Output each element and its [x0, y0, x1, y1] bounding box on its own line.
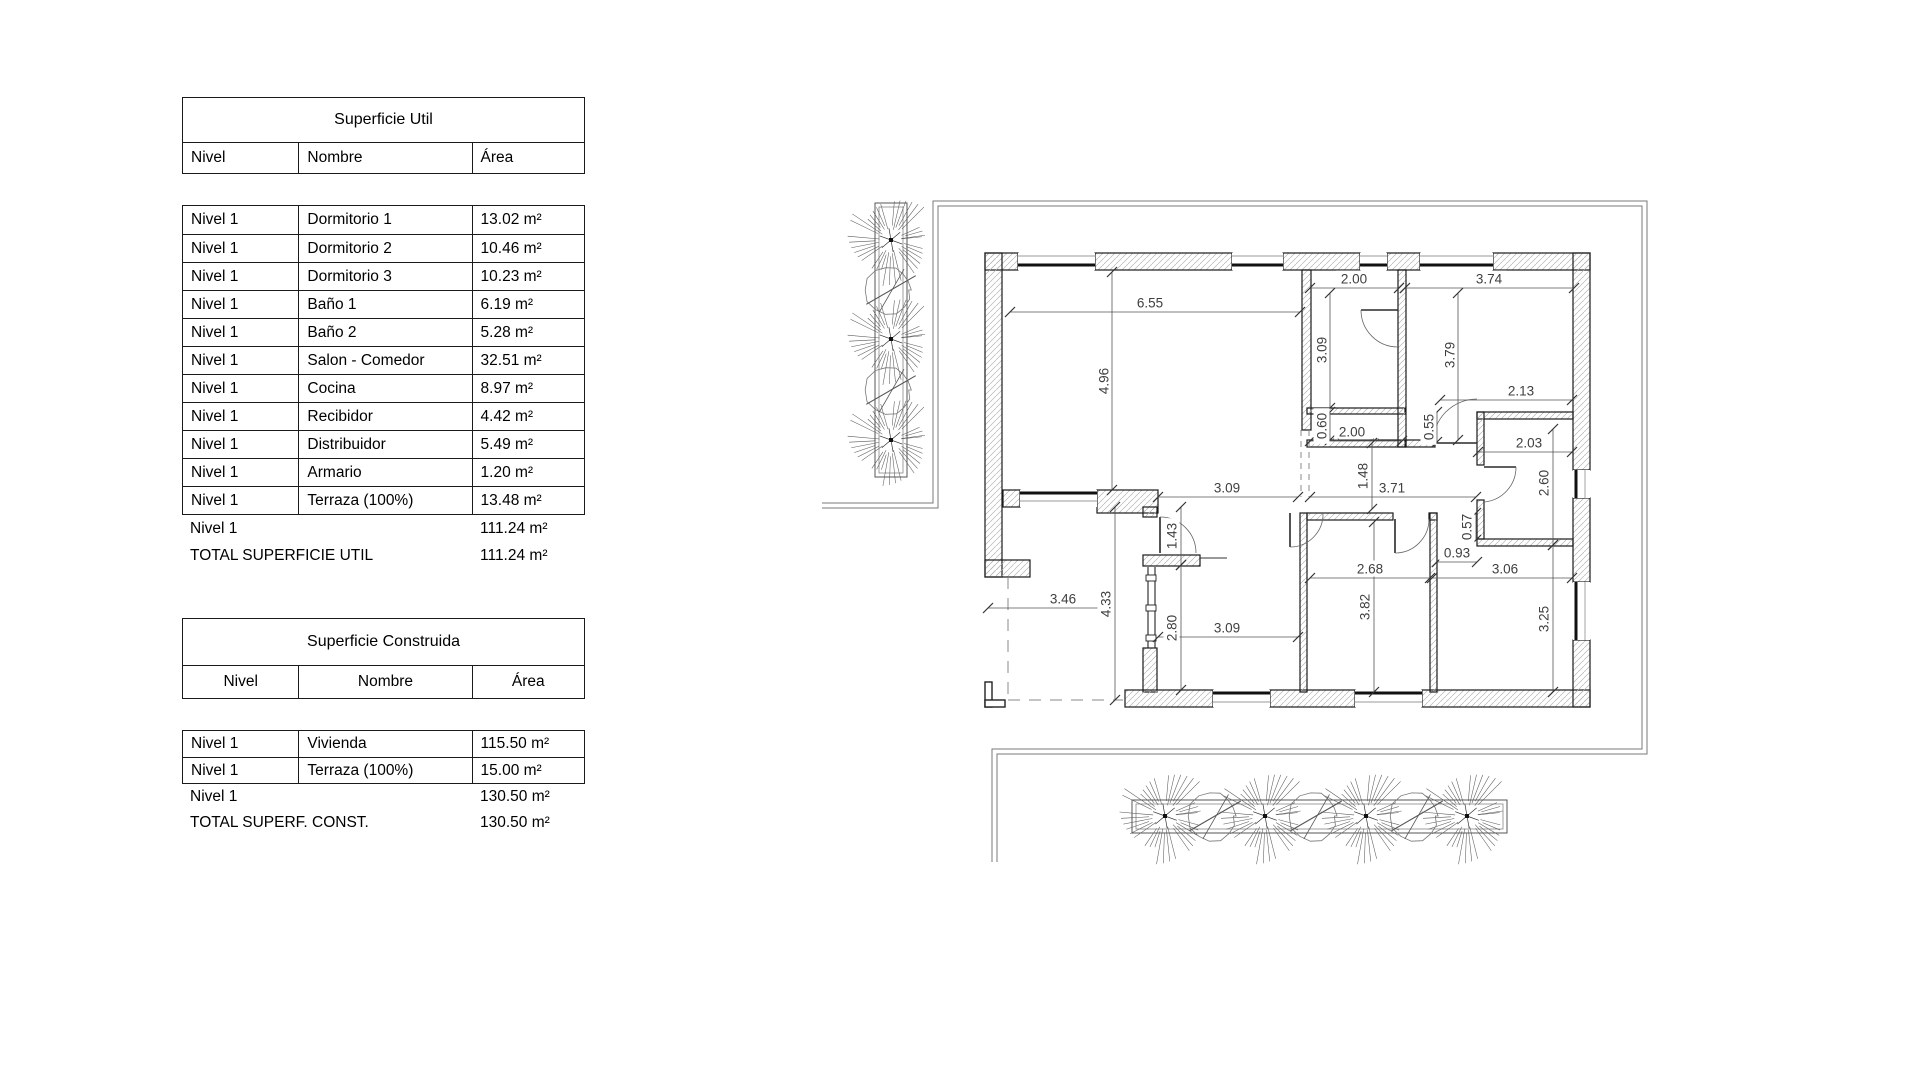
footer-label: Nivel 1	[190, 788, 238, 805]
bush-icon	[1405, 794, 1431, 839]
footer-label: TOTAL SUPERFICIE UTIL	[190, 546, 374, 564]
dimension-label	[1132, 295, 1168, 311]
wall	[1302, 270, 1311, 430]
table-cell: Nivel 1	[191, 267, 239, 285]
table-cell: 5.49 m²	[472, 431, 584, 458]
wall	[1573, 498, 1590, 582]
column-header: Nombre	[298, 143, 471, 173]
dimension-text: 3.74	[1475, 271, 1503, 287]
tree-icon	[903, 450, 920, 464]
dimension-text: 3.09	[1213, 480, 1241, 496]
tree-icon	[1423, 817, 1451, 818]
tree-icon	[892, 401, 894, 425]
dimension-label	[1164, 518, 1180, 554]
tree-icon	[1475, 825, 1495, 846]
table-title: Superficie Util	[183, 98, 584, 143]
dimension-text: 3.46	[1049, 591, 1077, 607]
table-cell: 4.42 m²	[472, 403, 584, 430]
tree-icon	[902, 207, 924, 229]
tree-icon	[1276, 781, 1299, 804]
tree-icon	[1270, 775, 1281, 803]
tree-center	[1364, 814, 1368, 818]
table-cell: Nivel 1	[191, 379, 239, 397]
tree-icon	[1163, 833, 1164, 863]
table-cell: Nivel 1	[191, 761, 239, 779]
bush-icon	[1189, 801, 1240, 831]
wall	[1573, 253, 1590, 470]
tree-icon	[902, 407, 924, 429]
dimension-label	[1355, 458, 1371, 494]
tree-icon	[906, 246, 922, 253]
tree-icon	[1374, 778, 1395, 805]
tree-icon	[1465, 833, 1466, 863]
dimension-label	[1487, 561, 1523, 577]
bush-icon	[866, 376, 915, 405]
tree-icon	[889, 355, 890, 384]
table-cell: 8.97 m²	[472, 375, 584, 402]
tree-icon	[906, 345, 922, 352]
tree-icon	[1459, 829, 1465, 864]
footer-label: TOTAL SUPERF. CONST.	[190, 814, 369, 831]
tree-icon	[881, 455, 886, 470]
dimension-text: 2.68	[1356, 561, 1384, 577]
tree-icon	[1371, 775, 1382, 803]
tree-icon	[1468, 830, 1471, 862]
table-cell: 115.50 m²	[472, 731, 584, 757]
footer-label: Nivel 1	[190, 519, 238, 537]
tree-icon	[898, 303, 918, 329]
table-cell: Armario	[298, 459, 471, 486]
tree-icon	[1279, 807, 1298, 812]
plan-root	[822, 201, 1647, 865]
footer-value: 130.50 m²	[480, 814, 550, 831]
table-cell: Nivel 1	[191, 239, 239, 257]
wall	[1143, 555, 1200, 566]
tree-icon	[1480, 820, 1500, 825]
dimension-label	[1314, 408, 1330, 444]
dimension-label	[1503, 383, 1539, 399]
tree-icon	[1176, 781, 1199, 804]
bath2-door-swing	[1484, 467, 1516, 502]
table-cell: Nivel 1	[191, 351, 239, 369]
wall	[1430, 513, 1437, 692]
table-cell: Dormitorio 2	[298, 235, 471, 262]
wall	[1300, 513, 1307, 692]
tree-icon	[1364, 833, 1365, 863]
tree-icon	[1374, 825, 1394, 846]
dimension-label	[1536, 465, 1552, 501]
wall	[1125, 690, 1213, 707]
wall	[1307, 513, 1393, 520]
tree-icon	[1173, 778, 1194, 805]
table-cell: Cocina	[298, 375, 471, 402]
table-cell: Nivel 1	[191, 735, 239, 752]
tree-center	[1465, 814, 1469, 818]
wall	[1477, 539, 1573, 546]
table-cell: 10.46 m²	[472, 235, 584, 262]
tree-icon	[1221, 817, 1249, 818]
table-cell: Terraza (100%)	[298, 758, 471, 783]
tree-icon	[892, 352, 895, 382]
sliding-door-arrow-icon: ↔	[1329, 430, 1343, 445]
property-boundary-line	[822, 206, 1642, 862]
tree-icon	[1166, 830, 1169, 862]
table-cell: 5.28 m²	[472, 319, 584, 346]
tree-icon	[903, 250, 920, 264]
tree-icon	[899, 347, 918, 367]
tree-center	[1163, 814, 1167, 818]
tree-icon	[1478, 781, 1501, 804]
tree-icon	[1123, 818, 1152, 824]
column-header: Nombre	[298, 666, 471, 698]
tree-icon	[1263, 833, 1264, 863]
dimension-text: 2.13	[1507, 383, 1535, 399]
bush-icon	[1391, 801, 1442, 831]
bush-icon	[879, 269, 904, 312]
tree-icon	[1255, 831, 1260, 847]
dimension-label	[1209, 620, 1245, 636]
dimension-text: 2.00	[1338, 424, 1366, 440]
column-header: Área	[472, 666, 584, 698]
wall	[1003, 490, 1020, 507]
table-cell: Nivel 1	[191, 295, 239, 313]
dimension-label	[1439, 545, 1475, 561]
bush-icon	[1203, 794, 1229, 839]
property-boundary-line	[822, 201, 1647, 862]
dimension-label	[1314, 332, 1330, 368]
table-cell: Nivel 1	[191, 323, 239, 341]
dimension-label	[1511, 435, 1547, 451]
dimension-label	[1098, 586, 1114, 622]
table-cell: Baño 1	[298, 291, 471, 318]
dimension-label	[1471, 271, 1507, 287]
footer-value: 111.24 m²	[480, 519, 548, 537]
dimension-label	[1442, 337, 1458, 373]
tree-icon	[892, 201, 894, 225]
bedroom2-door-swing	[1395, 519, 1429, 553]
tree-icon	[1273, 825, 1293, 846]
table-cell: 32.51 m²	[472, 347, 584, 374]
dimension-text: 6.55	[1136, 295, 1164, 311]
bush-icon	[879, 369, 904, 412]
tree-icon	[1367, 830, 1370, 862]
wall	[1477, 412, 1573, 419]
wall	[1477, 500, 1484, 539]
tree-icon	[1155, 831, 1160, 847]
wall	[1422, 690, 1590, 707]
tree-icon	[903, 349, 920, 363]
wall	[1270, 690, 1355, 707]
footer-value: 130.50 m²	[480, 788, 550, 805]
table-cell: Dormitorio 3	[298, 263, 471, 290]
tree-icon	[1481, 807, 1500, 812]
dimension-label	[1209, 480, 1245, 496]
table-cell: Nivel 1	[191, 435, 239, 453]
column-header: Nivel	[223, 673, 258, 690]
table-cell: 13.48 m²	[472, 487, 584, 514]
dimension-text: 2.03	[1515, 435, 1543, 451]
table-cell: Salon - Comedor	[298, 347, 471, 374]
table-cell: Nivel 1	[191, 463, 239, 481]
wall	[1398, 270, 1406, 447]
wall	[1143, 507, 1157, 517]
tree-icon	[1266, 830, 1269, 862]
sliding-door-arrow-icon: ↔	[1369, 430, 1383, 445]
tree-icon	[1266, 775, 1268, 801]
column-header: Área	[472, 143, 584, 173]
table-cell: Dormitorio 1	[298, 206, 471, 234]
tree-center	[889, 337, 893, 341]
wall	[1477, 412, 1484, 465]
wall	[1143, 648, 1157, 692]
table-cell: Vivienda	[298, 731, 471, 757]
tree-icon	[889, 456, 890, 485]
tree-center	[889, 238, 893, 242]
dimension-text: 3.06	[1491, 561, 1519, 577]
tree-icon	[849, 441, 876, 442]
tree-icon	[896, 401, 906, 428]
dimension-label	[1336, 271, 1372, 287]
tree-icon	[1421, 812, 1455, 815]
tree-icon	[899, 448, 918, 468]
tree-icon	[1257, 829, 1263, 864]
dimension-label	[1352, 561, 1388, 577]
dimension-text: 1.48	[1355, 462, 1371, 490]
table-cell: Distribuidor	[298, 431, 471, 458]
detail-rect	[1146, 605, 1156, 611]
tree-icon	[1178, 820, 1198, 825]
dimension-text: 3.71	[1378, 480, 1406, 496]
tree-icon	[899, 248, 918, 268]
dimension-label	[1421, 409, 1437, 445]
bedroom3-door-swing	[1433, 399, 1477, 443]
table-cell: Nivel 1	[191, 407, 239, 425]
table-cell: 10.23 m²	[472, 263, 584, 290]
tree-icon	[1472, 775, 1483, 803]
dimension-text: 0.57	[1459, 513, 1475, 541]
dimension-text: 3.79	[1442, 341, 1458, 369]
table-title: Superficie Construida	[183, 619, 584, 666]
column-header: Nivel	[191, 149, 226, 166]
tree-icon	[1324, 818, 1353, 824]
tree-icon	[1223, 818, 1252, 824]
dimension-text: 3.82	[1357, 593, 1373, 621]
tree-icon	[896, 201, 906, 228]
wall	[985, 253, 1002, 577]
tree-icon	[1278, 820, 1298, 825]
tree-center	[889, 438, 893, 442]
tree-icon	[889, 256, 890, 285]
dimension-label	[1536, 601, 1552, 637]
tree-icon	[1358, 829, 1364, 864]
tree-icon	[1468, 775, 1470, 801]
tree-icon	[1377, 781, 1400, 804]
tree-icon	[906, 446, 922, 453]
table-cell: 6.19 m²	[472, 291, 584, 318]
footer-value: 111.24 m²	[480, 546, 548, 564]
dimension-text: 0.55	[1421, 413, 1437, 441]
tree-icon	[1121, 817, 1149, 818]
dimension-text: 2.60	[1536, 469, 1552, 497]
tree-icon	[883, 252, 889, 286]
tree-icon	[1380, 807, 1399, 812]
tree-icon	[1322, 817, 1350, 818]
dimension-text: 2.00	[1340, 271, 1368, 287]
table-cell: 13.02 m²	[472, 206, 584, 234]
bush-icon	[866, 276, 915, 305]
wall	[1573, 640, 1590, 707]
tree-icon	[1367, 775, 1369, 801]
tree-icon	[892, 300, 894, 324]
dimension-text: 3.09	[1213, 620, 1241, 636]
dimension-label	[1096, 363, 1112, 399]
tree-icon	[1157, 829, 1163, 864]
bath1-door-swing	[1361, 310, 1398, 347]
detail-rect	[985, 700, 1005, 707]
tree-icon	[1320, 812, 1354, 815]
tree-icon	[881, 354, 886, 369]
tree-icon	[1273, 778, 1294, 805]
tree-icon	[898, 404, 918, 430]
tree-icon	[898, 204, 918, 230]
dimension-label	[1357, 589, 1373, 625]
table-cell: Recibidor	[298, 403, 471, 430]
wall	[1387, 253, 1420, 270]
dimension-text: 4.33	[1098, 590, 1114, 618]
dimension-label	[1459, 509, 1475, 545]
wall	[1283, 253, 1360, 270]
dimension-text: 3.09	[1314, 336, 1330, 364]
dimension-text: 0.60	[1314, 412, 1330, 440]
dimension-text: 0.93	[1443, 545, 1471, 561]
dimension-text: 2.80	[1164, 614, 1180, 642]
dimension-label	[1045, 591, 1081, 607]
tree-icon	[1379, 820, 1399, 825]
table-cell: 15.00 m²	[472, 758, 584, 783]
table-cell: Nivel 1	[191, 211, 239, 228]
tree-icon	[1425, 818, 1454, 824]
tree-icon	[1475, 778, 1496, 805]
dimension-text: 3.25	[1536, 605, 1552, 633]
dimension-text: 4.96	[1096, 367, 1112, 395]
tree-icon	[1356, 831, 1361, 847]
bush-icon	[1290, 801, 1341, 831]
tree-center	[1263, 814, 1267, 818]
tree-icon	[1457, 831, 1462, 847]
table-cell: Nivel 1	[191, 491, 239, 509]
tree-icon	[849, 241, 876, 242]
dimension-label	[1374, 480, 1410, 496]
detail-rect	[1146, 575, 1156, 581]
tree-icon	[1219, 812, 1253, 815]
tree-icon	[892, 453, 895, 483]
table-cell: Terraza (100%)	[298, 487, 471, 514]
table-cell: 1.20 m²	[472, 459, 584, 486]
wall	[985, 560, 1030, 577]
table-cell: Baño 2	[298, 319, 471, 346]
planter-outline-inner	[1136, 804, 1503, 829]
dimension-text: 1.43	[1164, 522, 1180, 550]
tree-icon	[1166, 775, 1168, 801]
dimension-label	[1164, 610, 1180, 646]
tree-icon	[902, 306, 924, 328]
tree-icon	[849, 340, 876, 341]
wall	[1095, 253, 1232, 270]
bush-icon	[1304, 794, 1330, 839]
tree-icon	[1170, 775, 1181, 803]
tree-icon	[883, 452, 889, 486]
